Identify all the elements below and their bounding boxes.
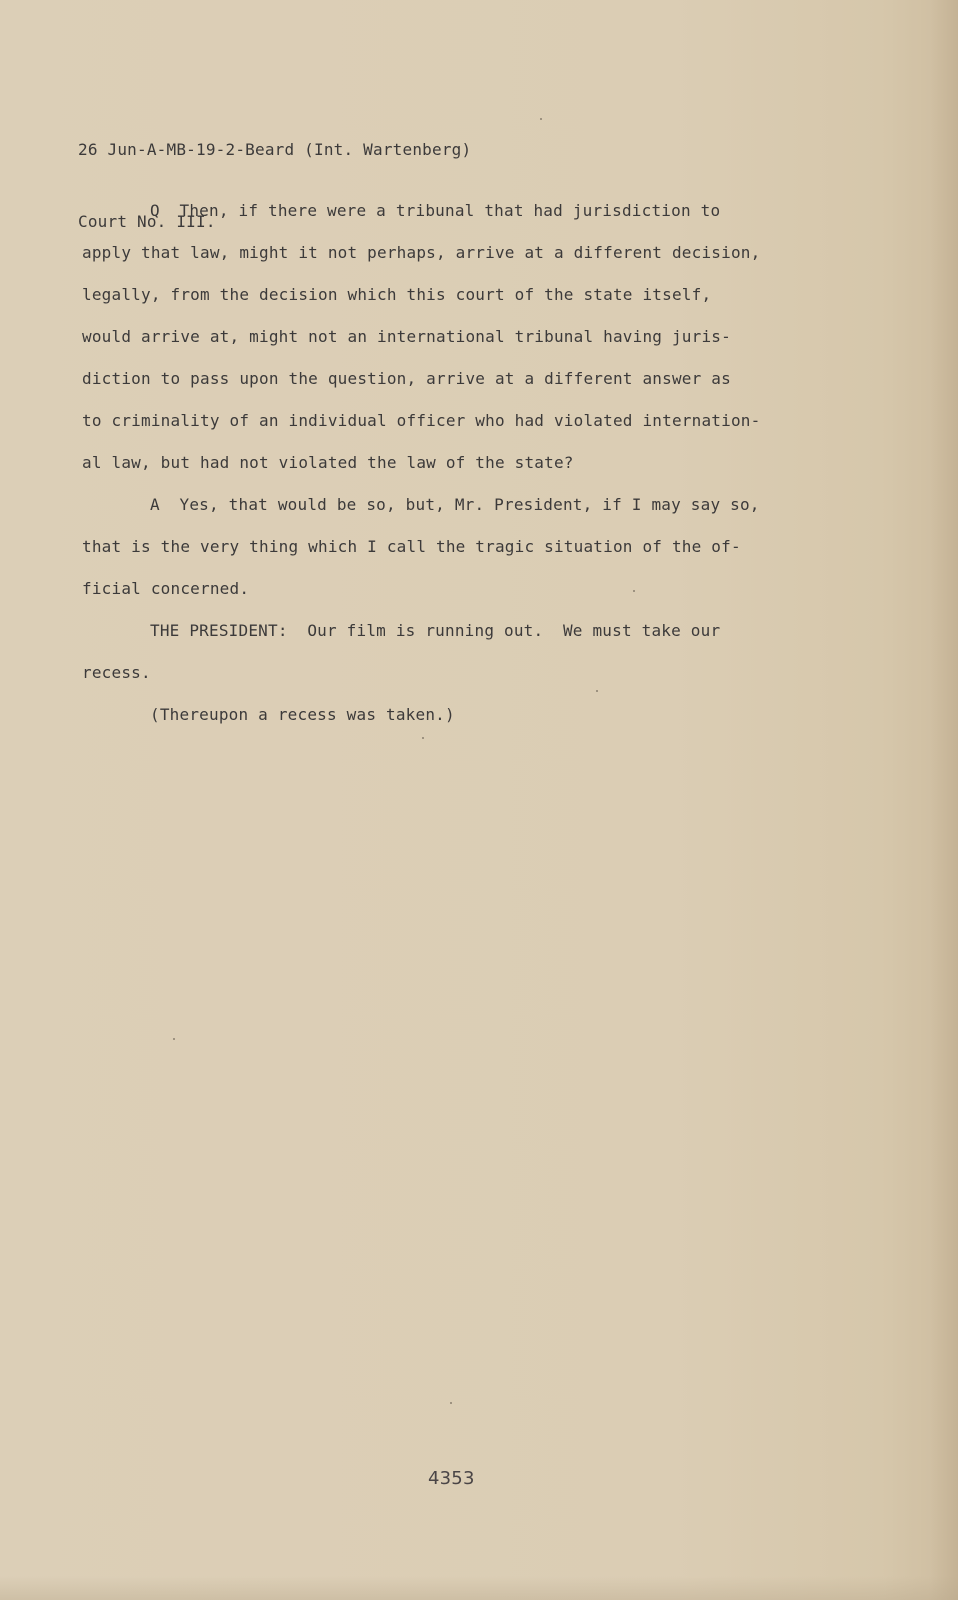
- transcript-line: recess.: [82, 663, 151, 682]
- transcript-line: that is the very thing which I call the tragic situation of the of-: [82, 537, 741, 556]
- paper-speck: [173, 1038, 175, 1040]
- transcript-line: legally, from the decision which this court of the state itself,: [82, 285, 712, 304]
- transcript-line: A Yes, that would be so, but, Mr. President, if I may say so,: [150, 495, 760, 514]
- transcript-line: ficial concerned.: [82, 579, 250, 598]
- paper-speck: [422, 737, 424, 739]
- transcript-line: Q Then, if there were a tribunal that had jurisdiction to: [150, 201, 721, 220]
- transcript-line: al law, but had not violated the law of the state?: [82, 453, 574, 472]
- paper-speck: [633, 590, 635, 592]
- page-number: 4353: [428, 1468, 475, 1489]
- transcript-line: (Thereupon a recess was taken.): [150, 705, 455, 724]
- header-session-line: 26 Jun-A-MB-19-2-Beard (Int. Wartenberg): [78, 140, 472, 159]
- transcript-line: to criminality of an individual officer who had violated internation-: [82, 411, 761, 430]
- transcript-line: diction to pass upon the question, arrive at a different answer as: [82, 369, 731, 388]
- transcript-body: [82, 190, 802, 736]
- header-court-line: Court No. III.: [78, 212, 216, 231]
- transcript-line: would arrive at, might not an international tribunal having juris-: [82, 327, 731, 346]
- paper-bottom-shadow: [0, 1576, 958, 1600]
- paper-speck: [450, 1402, 452, 1404]
- paper-edge-shadow: [930, 0, 958, 1600]
- transcript-line: apply that law, might it not perhaps, arrive at a different decision,: [82, 243, 761, 262]
- transcript-line: THE PRESIDENT: Our film is running out. We must take our: [150, 621, 721, 640]
- paper-speck: [540, 118, 542, 120]
- paper-speck: [596, 690, 598, 692]
